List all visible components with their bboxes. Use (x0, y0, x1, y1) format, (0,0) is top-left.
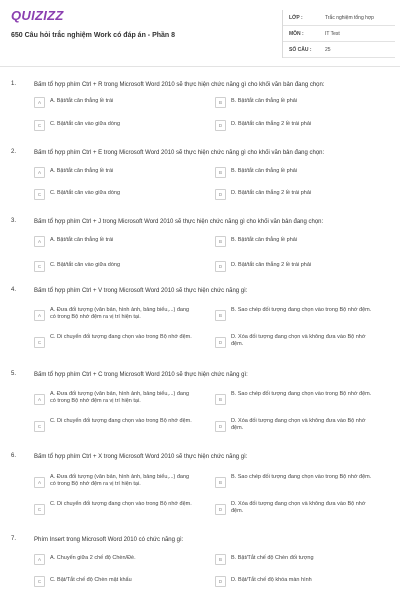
question-text: Phím Insert trong Microsoft Word 2010 có chức năng gì: (34, 537, 184, 543)
option-text: D. Bật/Tắt chế độ khóa màn hình (231, 577, 312, 583)
option-text: C. Bật/tắt căn vào giữa dòng (50, 190, 121, 196)
option-letter-box[interactable]: D (215, 576, 226, 587)
question-number: 7. (11, 536, 17, 542)
option-letter-box[interactable]: D (215, 421, 226, 432)
meta-key: SỐ CÂU : (289, 47, 312, 53)
question-text: Bấm tổ hợp phím Ctrl + V trong Microsoft Word 2010 sẽ thực hiện chức năng gì: (34, 288, 248, 294)
option-letter-box[interactable]: A (34, 477, 45, 488)
question-text: Bấm tổ hợp phím Ctrl + E trong Microsoft Word 2010 sẽ thực hiện chức năng gì cho khối văn bản đang chọn: (34, 150, 325, 156)
meta-key: MÔN : (289, 31, 304, 37)
option-letter-box[interactable]: A (34, 236, 45, 247)
question-number: 6. (11, 453, 17, 459)
option-letter-box[interactable]: C (34, 504, 45, 515)
page-title: 650 Câu hỏi trắc nghiệm Work có đáp án - Phần 8 (11, 32, 176, 39)
option-text: C. Di chuyển đối tượng đang chọn vào trong Bộ nhớ đệm. (50, 334, 192, 340)
question-number: 1. (11, 81, 17, 87)
option-text: C. Di chuyển đối tượng đang chọn vào trong Bộ nhớ đệm. (50, 418, 192, 424)
option-letter-box[interactable]: D (215, 120, 226, 131)
option-text: A. Chuyển giữa 2 chế độ Chèn/Đè. (50, 555, 136, 561)
question-number: 2. (11, 149, 17, 155)
option-letter-box[interactable]: A (34, 394, 45, 405)
option-text: C. Di chuyển đối tượng đang chọn vào trong Bộ nhớ đệm. (50, 501, 192, 507)
option-text: C. Bật/Tắt chế độ Chèn mật khẩu (50, 577, 132, 583)
option-letter-box[interactable]: D (215, 504, 226, 515)
option-letter-box[interactable]: A (34, 167, 45, 178)
option-letter-box[interactable]: B (215, 167, 226, 178)
meta-value: IT Test (325, 31, 340, 37)
option-text: B. Sao chép đối tượng đang chọn vào trong Bộ nhớ đệm. (231, 391, 372, 397)
meta-table (282, 10, 395, 58)
option-text: B. Bật/tắt căn thẳng lề phải (231, 237, 298, 243)
option-text: B. Sao chép đối tượng đang chọn vào trong Bộ nhớ đệm. (231, 307, 372, 313)
option-letter-box[interactable]: C (34, 261, 45, 272)
meta-key: LỚP : (289, 15, 303, 21)
option-text: B. Bật/tắt căn thẳng lề phải (231, 168, 298, 174)
option-text: B. Bật/Tắt chế độ Chèn đối tượng (231, 555, 314, 561)
option-letter-box[interactable]: B (215, 236, 226, 247)
option-text: D. Bật/tắt căn thẳng 2 lề trái phải (231, 190, 312, 196)
option-text: D. Xóa đối tượng đang chọn và không đưa vào Bộ nhớ đệm. (231, 334, 366, 347)
option-letter-box[interactable]: B (215, 97, 226, 108)
option-letter-box[interactable]: C (34, 421, 45, 432)
option-text: A. Bật/tắt căn thẳng lề trái (50, 98, 114, 104)
header-divider (0, 66, 400, 67)
meta-row-count (283, 42, 395, 58)
page-header (0, 0, 400, 65)
option-letter-box[interactable]: C (34, 120, 45, 131)
question-text: Bấm tổ hợp phím Ctrl + R trong Microsoft Word 2010 sẽ thực hiện chức năng gì cho khối văn bản đang chọn: (34, 82, 325, 88)
meta-value: 25 (325, 47, 331, 53)
option-text: A. Đưa đối tượng (văn bản, hình ảnh, bảng biểu,...) đang có trong Bộ nhớ đệm ra vị trí hiện tại. (50, 391, 190, 404)
quizizz-logo: QUIZIZZ (11, 8, 64, 23)
option-text: D. Bật/tắt căn thẳng 2 lề trái phải (231, 262, 312, 268)
option-letter-box[interactable]: C (34, 576, 45, 587)
option-letter-box[interactable]: B (215, 394, 226, 405)
meta-value: Trắc nghiệm tổng hợp (325, 15, 374, 21)
option-text: B. Sao chép đối tượng đang chọn vào trong Bộ nhớ đệm. (231, 474, 372, 480)
option-letter-box[interactable]: B (215, 310, 226, 321)
question-number: 3. (11, 218, 17, 224)
option-letter-box[interactable]: A (34, 310, 45, 321)
option-text: A. Bật/tắt căn thẳng lề trái (50, 168, 114, 174)
question-text: Bấm tổ hợp phím Ctrl + X trong Microsoft Word 2010 sẽ thực hiện chức năng gì: (34, 454, 248, 460)
question-text: Bấm tổ hợp phím Ctrl + J trong Microsoft Word 2010 sẽ thực hiện chức năng gì cho khối văn bản đang chọn: (34, 219, 324, 225)
option-text: B. Bật/tắt căn thẳng lề phải (231, 98, 298, 104)
option-letter-box[interactable]: B (215, 477, 226, 488)
option-letter-box[interactable]: D (215, 189, 226, 200)
option-letter-box[interactable]: D (215, 261, 226, 272)
question-number: 5. (11, 371, 17, 377)
option-letter-box[interactable]: D (215, 337, 226, 348)
option-letter-box[interactable]: A (34, 554, 45, 565)
option-text: C. Bật/tắt căn vào giữa dòng (50, 121, 121, 127)
option-letter-box[interactable]: B (215, 554, 226, 565)
meta-row-class (283, 10, 395, 26)
option-text: A. Đưa đối tượng (văn bản, hình ảnh, bảng biểu,...) đang có trong Bộ nhớ đệm ra vị trí hiện tại. (50, 474, 190, 487)
option-text: C. Bật/tắt căn vào giữa dòng (50, 262, 121, 268)
meta-row-subject (283, 26, 395, 42)
option-letter-box[interactable]: C (34, 189, 45, 200)
question-number: 4. (11, 287, 17, 293)
option-text: D. Xóa đối tượng đang chọn và không đưa vào Bộ nhớ đệm. (231, 418, 366, 431)
option-text: A. Bật/tắt căn thẳng lề trái (50, 237, 114, 243)
option-letter-box[interactable]: C (34, 337, 45, 348)
option-letter-box[interactable]: A (34, 97, 45, 108)
question-text: Bấm tổ hợp phím Ctrl + C trong Microsoft Word 2010 sẽ thực hiện chức năng gì: (34, 372, 248, 378)
option-text: D. Xóa đối tượng đang chọn và không đưa vào Bộ nhớ đệm. (231, 501, 366, 514)
option-text: A. Đưa đối tượng (văn bản, hình ảnh, bảng biểu,...) đang có trong Bộ nhớ đệm ra vị trí hiện tại. (50, 307, 190, 320)
option-text: D. Bật/tắt căn thẳng 2 lề trái phải (231, 121, 312, 127)
